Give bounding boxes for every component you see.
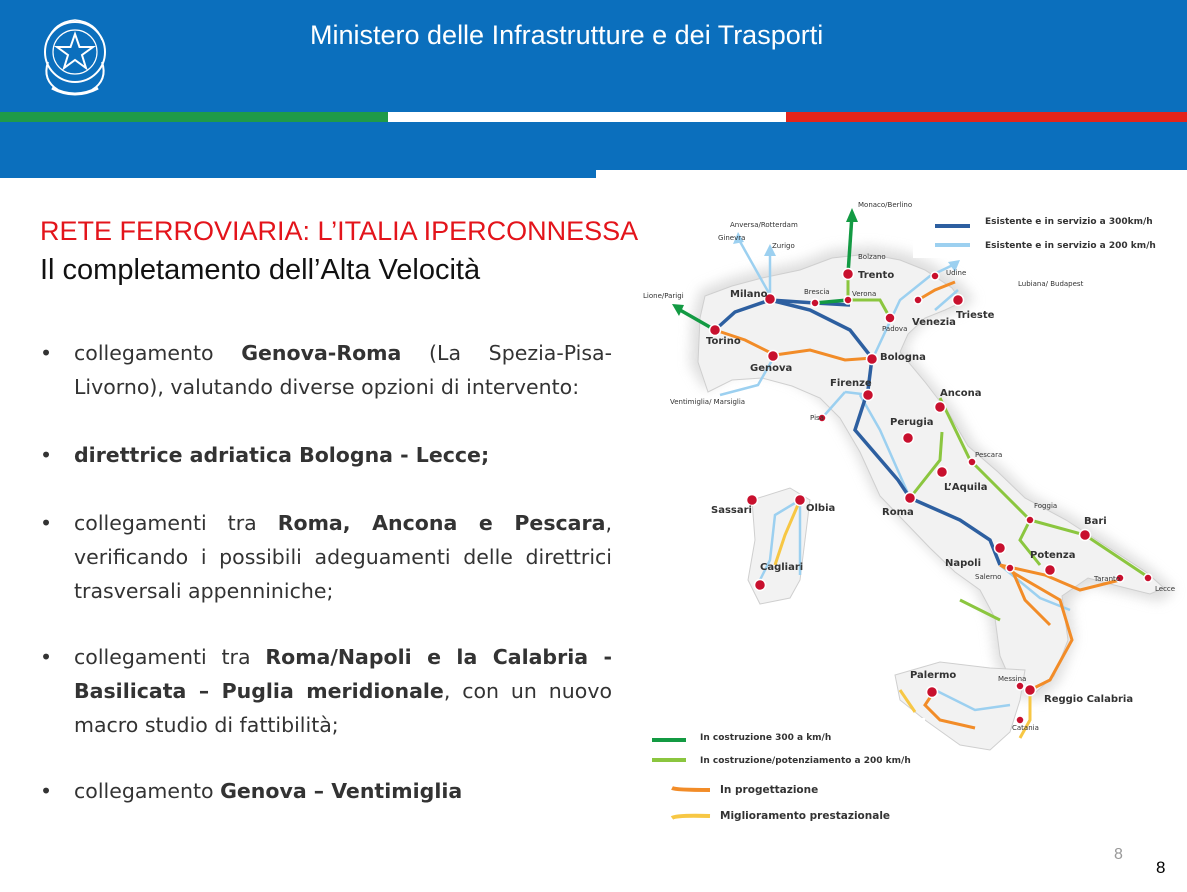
- city-dot-padova: [885, 313, 895, 323]
- bullet-text-segment: collegamento: [74, 779, 221, 803]
- city-label-napoli: Napoli: [945, 558, 982, 569]
- bullet-text-segment: collegamenti tra: [74, 645, 266, 669]
- city-label-salerno: Salerno: [975, 573, 1002, 581]
- bullet-text-segment: , con un nuovo macro studio di fattibilità;: [74, 679, 612, 737]
- city-label-olbia: Olbia: [806, 503, 836, 514]
- legend-bottom: [640, 718, 925, 840]
- city-label-reggio: Reggio Calabria: [1044, 694, 1134, 705]
- republic-emblem-icon: [34, 10, 116, 100]
- city-label-messina: Messina: [998, 675, 1027, 683]
- city-label-taranto: Taranto: [1094, 575, 1121, 583]
- city-label-roma: Roma: [882, 507, 914, 518]
- bullet-text-segment: (La Spezia-Pisa-Livorno), valutando diverse opzioni di intervento:: [74, 341, 612, 399]
- city-dot-bologna: [867, 354, 878, 365]
- city-dot-laquila: [937, 467, 948, 478]
- page-number: 8: [1156, 858, 1166, 877]
- city-label-lubiana: Lubiana/ Budapest: [1018, 280, 1084, 288]
- flag-red-stripe: [786, 112, 1187, 122]
- city-dot-cagliari: [755, 580, 766, 591]
- city-dot-genova: [768, 351, 779, 362]
- legend-label-construction-200: In costruzione/potenziamento a 200 km/h: [700, 756, 911, 766]
- city-label-ginevra: Ginevra: [718, 234, 746, 242]
- city-dot-firenze: [863, 390, 874, 401]
- bullet-text: [74, 443, 489, 467]
- city-dot-reggio: [1025, 685, 1036, 696]
- slide-subtitle: Il completamento dell’Alta Velocità: [40, 254, 481, 286]
- city-label-catania: Catania: [1012, 724, 1039, 732]
- city-label-brescia: Brescia: [804, 288, 830, 296]
- city-label-potenza: Potenza: [1030, 550, 1076, 561]
- city-label-laquila: L’Aquila: [944, 482, 988, 493]
- city-label-zurigo: Zurigo: [772, 242, 795, 250]
- bullet-text-bold: Genova – Ventimiglia: [220, 779, 463, 803]
- bullet-text-segment: collegamento: [74, 341, 242, 365]
- bullet-item: • collegamento Genova – Ventimiglia: [40, 779, 463, 803]
- slide-title: RETE FERROVIARIA: L’ITALIA IPERCONNESSA: [40, 216, 639, 246]
- city-label-padova: Padova: [882, 325, 908, 333]
- city-label-firenze: Firenze: [830, 378, 872, 389]
- bullet-text: [74, 779, 462, 803]
- legend-top: [913, 208, 1187, 258]
- city-label-venezia: Venezia: [912, 317, 956, 328]
- flag-white-stripe: [388, 112, 786, 122]
- city-dot-foggia: [1026, 516, 1034, 524]
- legend-label-progettazione: In progettazione: [720, 784, 819, 796]
- bullet-text-bold: Genova-Roma: [241, 341, 402, 365]
- city-label-bologna: Bologna: [880, 352, 926, 363]
- legend-label-existing-200: Esistente e in servizio a 200 km/h: [985, 241, 1156, 251]
- flag-green-stripe: [0, 112, 388, 122]
- bullet-item: • collegamenti tra Roma/Napoli e la Calabria - Basilicata – Puglia meridionale, con un nuovo macro studio di fattibilità;: [40, 645, 612, 737]
- city-label-milano: Milano: [730, 289, 768, 300]
- city-label-bolzano: Bolzano: [858, 253, 886, 261]
- city-label-genova: Genova: [750, 363, 793, 374]
- legend-label-existing-300: Esistente e in servizio a 300km/h: [985, 217, 1153, 227]
- city-dot-verona: [844, 296, 852, 304]
- railway-map: [640, 190, 1187, 840]
- city-dot-torino: [710, 325, 721, 336]
- city-dot-napoli: [995, 543, 1006, 554]
- header-lower-band: [0, 122, 1187, 170]
- city-dot-perugia: [903, 433, 914, 444]
- city-dot-venezia: [914, 296, 922, 304]
- bullet-text-bold: direttrice adriatica Bologna - Lecce;: [74, 443, 490, 467]
- city-dot-trieste: [953, 295, 964, 306]
- city-label-ventimiglia: Ventimiglia/ Marsiglia: [670, 398, 746, 406]
- bullet-text: [74, 511, 612, 603]
- city-dot-udine: [931, 272, 939, 280]
- city-dot-bari: [1080, 530, 1091, 541]
- bullet-text-bold: Roma/Napoli e la Calabria - Basilicata – Puglia meridionale: [74, 645, 612, 703]
- bullet-text: [74, 341, 612, 399]
- city-label-torino: Torino: [706, 336, 741, 347]
- city-label-pescara: Pescara: [975, 451, 1003, 459]
- bullet-text-bold: Roma, Ancona e Pescara: [277, 511, 606, 535]
- city-label-cagliari: Cagliari: [760, 562, 804, 573]
- city-dot-ancona: [935, 402, 946, 413]
- bullet-text-segment: collegamenti tra: [74, 511, 278, 535]
- city-dot-lecce: [1144, 574, 1152, 582]
- city-label-sassari: Sassari: [711, 505, 752, 516]
- city-label-trento: Trento: [858, 270, 895, 281]
- legend-label-construction-300: In costruzione 300 a km/h: [700, 733, 832, 743]
- city-dot-sassari: [747, 495, 758, 506]
- city-dot-pescara: [968, 458, 976, 466]
- city-label-trieste: Trieste: [956, 310, 995, 321]
- ministry-title: Ministero delle Infrastrutture e dei Trasporti: [310, 20, 824, 50]
- page-number-grey: 8: [1114, 846, 1123, 863]
- city-label-anversa: Anversa/Rotterdam: [730, 221, 798, 229]
- city-label-ancona: Ancona: [940, 388, 982, 399]
- city-label-perugia: Perugia: [890, 417, 934, 428]
- city-label-palermo: Palermo: [910, 670, 957, 681]
- city-label-foggia: Foggia: [1034, 502, 1058, 510]
- city-label-udine: Udine: [946, 269, 967, 277]
- city-label-lione: Lione/Parigi: [643, 292, 684, 300]
- bullet-item: • direttrice adriatica Bologna - Lecce;: [40, 443, 490, 467]
- city-label-verona: Verona: [852, 290, 877, 298]
- city-dot-brescia: [811, 299, 819, 307]
- city-label-monaco: Monaco/Berlino: [858, 201, 913, 209]
- city-label-bari: Bari: [1084, 516, 1107, 527]
- bullet-item: • collegamento Genova-Roma (La Spezia-Pisa-Livorno), valutando diverse opzioni di intervento:: [40, 341, 612, 399]
- city-dot-palermo: [927, 687, 938, 698]
- city-dot-messina: [1016, 682, 1024, 690]
- city-dot-trento: [843, 269, 854, 280]
- city-dot-potenza: [1045, 565, 1056, 576]
- header-bar: [0, 0, 1187, 112]
- legend-label-miglioramento: Miglioramento prestazionale: [720, 810, 891, 822]
- city-label-pisa: Pisa: [810, 414, 824, 422]
- header-band-tab: [0, 170, 596, 178]
- city-dot-salerno: [1006, 564, 1014, 572]
- bullet-item: • collegamenti tra Roma, Ancona e Pescara, verificando i possibili adeguamenti delle direttrici trasversali appenniniche;: [40, 511, 612, 603]
- bullet-text-segment: , verificando i possibili adeguamenti delle direttrici trasversali appenniniche;: [74, 511, 612, 603]
- city-dot-olbia: [795, 495, 806, 506]
- city-dot-catania: [1016, 716, 1024, 724]
- bullet-text: [74, 645, 612, 737]
- city-dot-roma: [905, 493, 916, 504]
- city-label-lecce: Lecce: [1155, 585, 1176, 593]
